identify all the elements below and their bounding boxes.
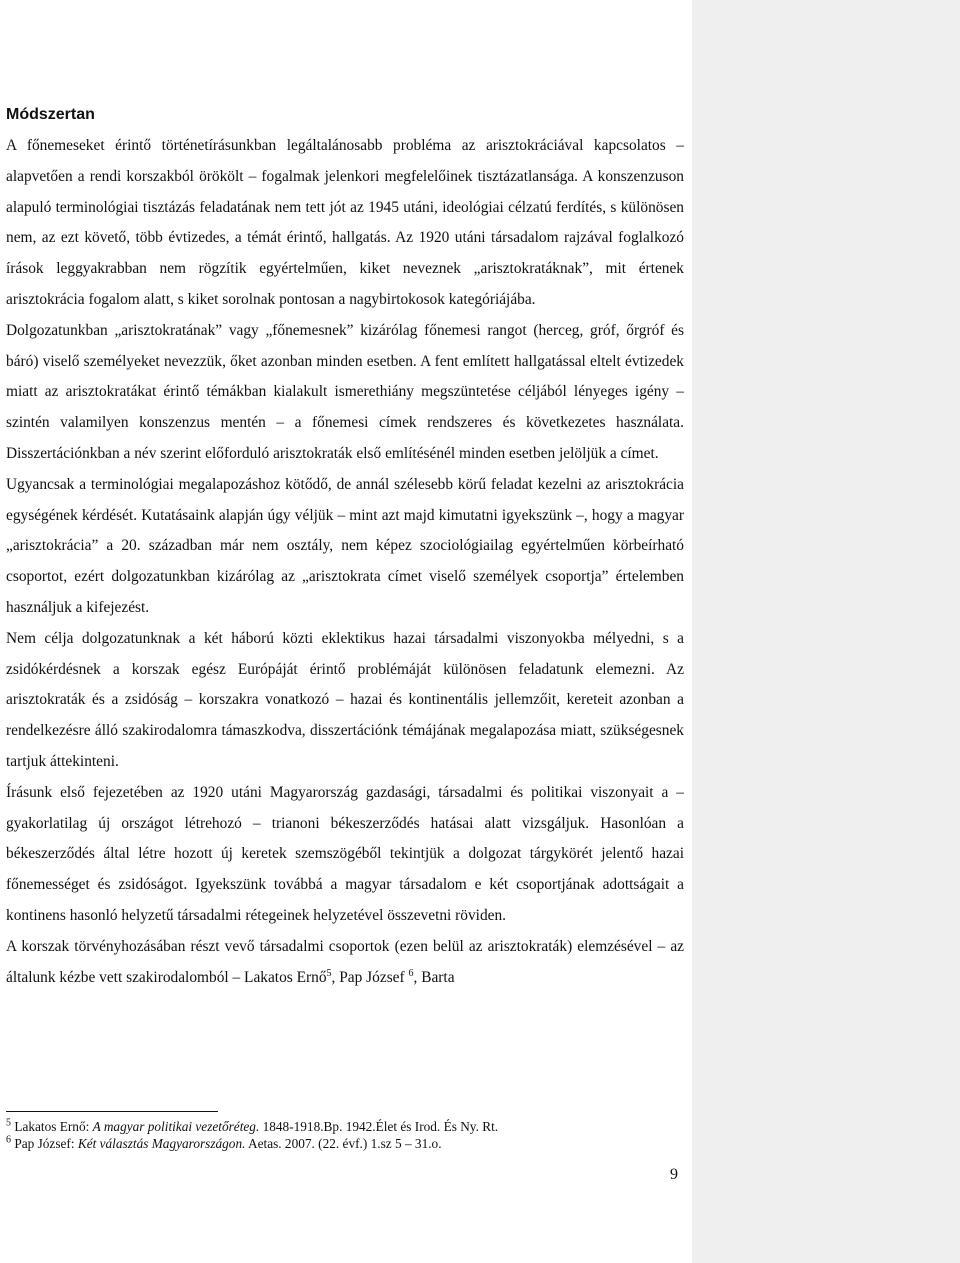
footnote-separator [6,1111,218,1112]
footnote-5 [6,1118,684,1135]
footnote-5-author: Lakatos Ernő: [11,1119,93,1134]
paragraph-2: Dolgozatunkban „arisztokratának” vagy „főnemesnek” kizárólag főnemesi rangot (herceg, gróf, őrgróf és báró) viselő személyeket nevezzük, őket azonban minden esetben. A fent említett hallgatással eltelt évtizedek miatt az arisztokratákat érintő témákban kialakult ismerethiány megszüntetése céljából lényeges igény – szintén valamilyen konszenzus mentén – a főnemesi címek rendszeres és következetes használata. Disszertációnkban a név szerint előforduló arisztokraták első említésénél minden esetben jelöljük a címet. [6,321,684,462]
section-heading: Módszertan [6,106,95,123]
footnote-6-details: Aetas. 2007. (22. évf.) 1.sz 5 – 31.o. [245,1136,442,1151]
footnote-5-number: 5 [6,1117,11,1129]
paragraph-1: A főnemeseket érintő történetírásunkban legáltalánosabb probléma az arisztokráciával kapcsolatos – alapvetően a rendi korszakból örökölt – fogalmak jelenkori megfelelőinek tisztázatlansága. A konszenzuson alapuló terminológiai tisztázás feladatának nem tett jót az 1945 utáni, ideológiai célzatú ferdítés, s különösen nem, az ezt követő, több évtizedes, a témát érintő, hallgatás. Az 1920 utáni társadalom rajzával foglalkozó írások leggyakrabban nem rögzítik egyértelműen, kiket neveznek „arisztokratáknak”, mit értenek arisztokrácia fogalom alatt, s kiket sorolnak pontosan a nagybirtokosok kategóriájába. [6,137,684,308]
footnote-6-author: Pap József: [11,1136,78,1151]
page-number: 9 [670,1166,678,1183]
footnote-5-title: A magyar politikai vezetőréteg. [92,1119,260,1134]
paragraph-6 [6,932,684,994]
footnote-ref-6[interactable]: 6 [408,967,414,979]
paragraph-6-text-b: , Pap József [331,968,409,986]
paragraph-6-text-a: A korszak törvényhozásában részt vevő társadalmi csoportok (ezen belül az arisztokraták) elemzésével – az általunk kézbe vett szakirodalomból – Lakatos Ernő [6,937,684,986]
paragraph-6-text-c: , Barta [413,968,455,986]
footnote-6-title: Két választás Magyarországon. [77,1136,246,1151]
paragraph-5: Írásunk első fejezetében az 1920 utáni Magyarország gazdasági, társadalmi és politikai viszonyait a – gyakorlatilag új országot létrehozó – trianoni békeszerződés hatásai alatt vizsgáljuk. Hasonlóan a békeszerződés által létre hozott új keretek szemszögéből tekintjük a dolgozat tárgykörét jelentő hazai főnemességet és zsidóságot. Igyekszünk továbbá a magyar társadalom e két csoportjának adottságait a kontinens hasonló helyzetű társadalmi rétegeinek helyzetével összevetni röviden. [6,783,684,924]
footnote-6-number: 6 [6,1134,11,1146]
footnote-5-details: 1848-1918.Bp. 1942.Élet és Irod. És Ny. Rt. [259,1119,499,1134]
comment-margin [692,0,960,1263]
footnote-6 [6,1135,684,1152]
document-body [6,103,684,993]
paragraph-4: Nem célja dolgozatunknak a két háború közti eklektikus hazai társadalmi viszonyokba mélyedni, s a zsidókérdésnek a korszak egész Európáját érintő problémáját különösen feladatunk elemezni. Az arisztokraták és a zsidóság – korszakra vonatkozó – hazai és kontinentális jellemzőit, kereteit azonban a rendelkezésre álló szakirodalomra támaszkodva, disszertációnk témájának megalapozása miatt, szükségesnek tartjuk áttekinteni. [6,629,684,770]
footnote-ref-5[interactable]: 5 [326,967,332,979]
paragraph-3: Ugyancsak a terminológiai megalapozáshoz kötődő, de annál szélesebb körű feladat kezelni az arisztokrácia egységének kérdését. Kutatásaink alapján úgy véljük – mint azt majd kimutatni igyekszünk –, hogy a magyar „arisztokrácia” a 20. században már nem osztály, nem képez szociológiailag egyértelműen körbeírható csoportot, ezért dolgozatunkban kizárólag az „arisztokrata címet viselő személyek csoportja” értelemben használjuk a kifejezést. [6,475,684,616]
footnotes [6,1118,684,1152]
